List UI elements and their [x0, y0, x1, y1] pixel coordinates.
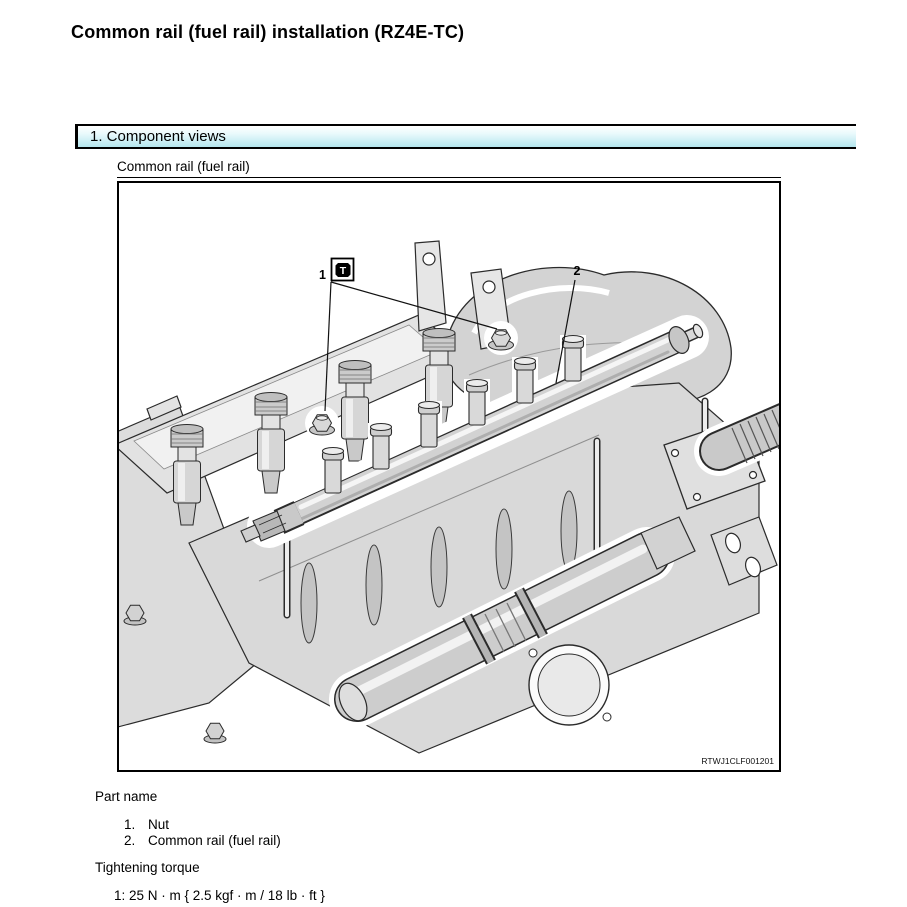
part-name: Nut [148, 817, 170, 832]
part-name-heading: Part name [95, 789, 158, 804]
engine-illustration [119, 183, 779, 770]
torque-T-icon [332, 259, 354, 281]
tightening-torque-spec: 1: 25 N · m { 2.5 kgf · m / 18 lb · ft } [114, 888, 325, 903]
section-header-label: 1. Component views [90, 128, 226, 145]
callout-2-label: 2 [573, 264, 581, 278]
torque-symbol-letter: T [339, 265, 347, 277]
injector [339, 361, 371, 462]
injector [255, 393, 287, 494]
part-number: 2. [124, 833, 136, 848]
figure-image-code: RTWJ1CLF001201 [701, 756, 774, 766]
part-name: Common rail (fuel rail) [148, 833, 281, 848]
tightening-torque-heading: Tightening torque [95, 860, 200, 875]
list-item [124, 833, 281, 849]
parts-list [124, 817, 281, 849]
section-header-component-views [75, 124, 856, 149]
callout-1 [319, 259, 353, 283]
figure-frame [117, 181, 781, 772]
callout-1-label: 1 [319, 268, 326, 282]
list-item [124, 817, 281, 833]
figure-caption: Common rail (fuel rail) [117, 159, 781, 178]
page-title: Common rail (fuel rail) installation (RZ4E-TC) [71, 22, 465, 43]
part-number: 1. [124, 817, 136, 832]
